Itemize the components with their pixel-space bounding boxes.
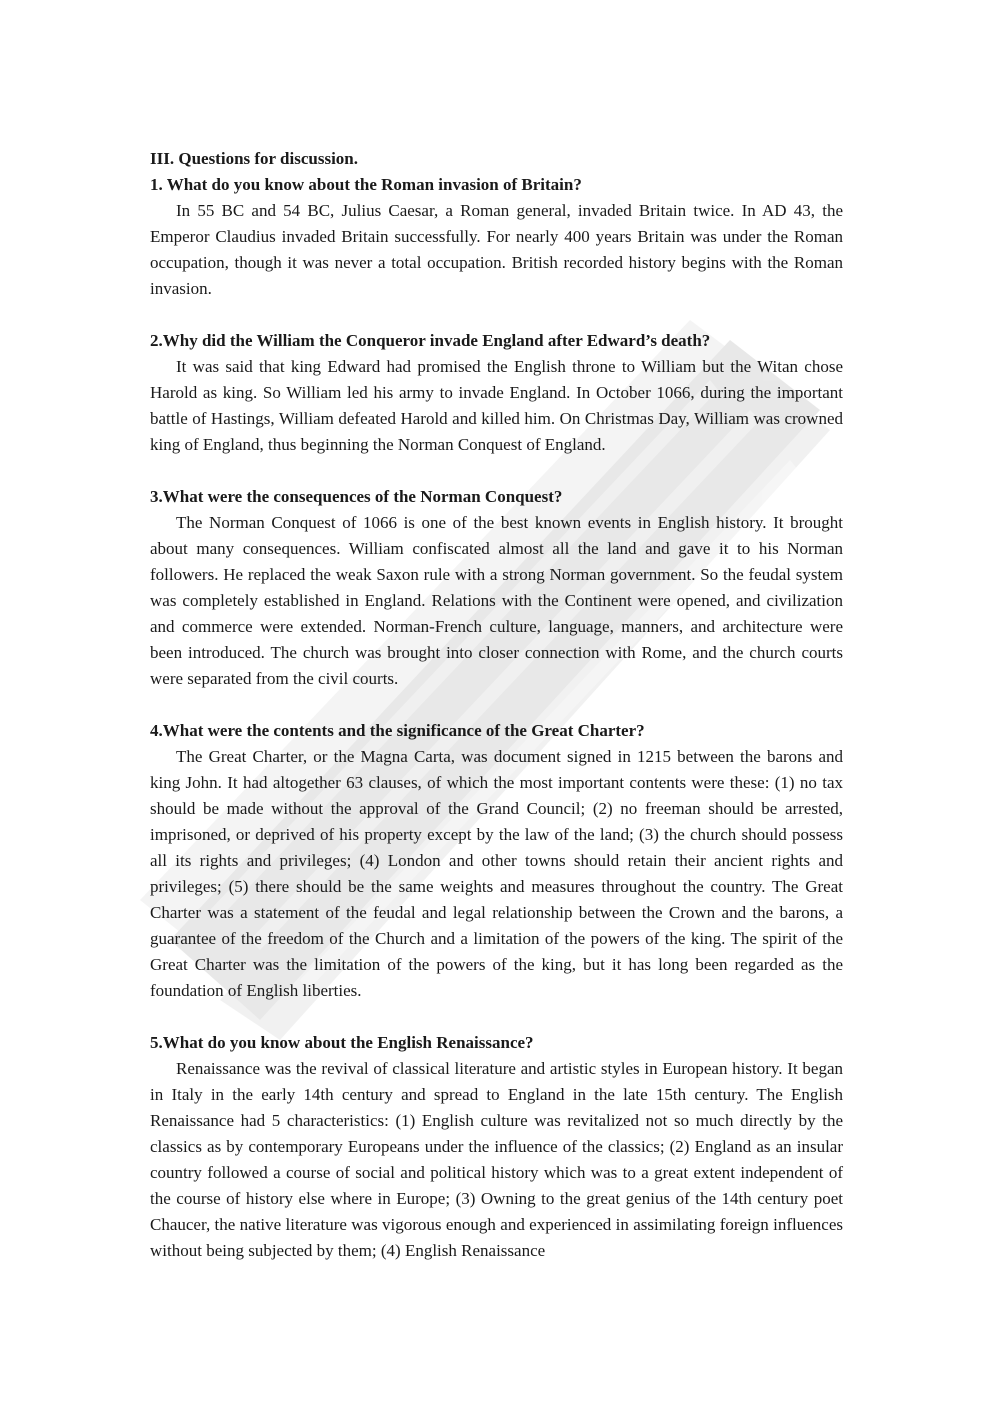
question-block-1 [150,172,843,302]
question-title: 4.What were the contents and the significance of the Great Charter? [150,721,645,740]
paragraph-gap [150,1004,843,1030]
question-block-4 [150,718,843,1004]
answer-paragraph: The Norman Conquest of 1066 is one of the best known events in English history. It brought about many consequences. William confiscated almost all the land and gave it to his Norman followers. He replaced the weak Saxon rule with a strong Norman government. So the feudal system was completely established in England. Relations with the Continent were opened, and civilization and commerce were extended. Norman-French culture, language, manners, and architecture were been introduced. The church was brought into closer connection with Rome, and the church courts were separated from the civil courts. [150,513,843,688]
question-title: 1. What do you know about the Roman invasion of Britain? [150,175,582,194]
question-title: 5.What do you know about the English Renaissance? [150,1033,534,1052]
question-title: 2.Why did the William the Conqueror invade England after Edward’s death? [150,331,711,350]
question-title: 3.What were the consequences of the Norman Conquest? [150,487,563,506]
question-block-3 [150,484,843,692]
question-block-2 [150,328,843,458]
answer-paragraph: The Great Charter, or the Magna Carta, was document signed in 1215 between the barons and king John. It had altogether 63 clauses, of which the most important contents were these: (1) no tax should be made without the approval of the Grand Council; (2) no freeman should be arrested, imprisoned, or deprived of his property except by the law of the land; (3) the church should possess all its rights and privileges; (4) London and other towns should retain their ancient rights and privileges; (5) there should be the same weights and measures throughout the country. The Great Charter was a statement of the feudal and legal relationship between the Crown and the barons, a guarantee of the freedom of the Church and a limitation of the powers of the king. The spirit of the Great Charter was the limitation of the powers of the king, but it has long been regarded as the foundation of English liberties. [150,747,843,1000]
paragraph-gap [150,458,843,484]
question-block-5 [150,1030,843,1264]
paragraph-gap [150,302,843,328]
answer-paragraph: In 55 BC and 54 BC, Julius Caesar, a Roman general, invaded Britain twice. In AD 43, the Emperor Claudius invaded Britain successfully. For nearly 400 years Britain was under the Roman occupation, though it was never a total occupation. British recorded history begins with the Roman invasion. [150,201,843,298]
discussion-content [150,146,843,1264]
answer-paragraph: It was said that king Edward had promised the English throne to William but the Witan chose Harold as king. So William led his army to invade England. In October 1066, during the important battle of Hastings, William defeated Harold and killed him. On Christmas Day, William was crowned king of England, thus beginning the Norman Conquest of England. [150,357,843,454]
paragraph-gap [150,692,843,718]
section-heading: III. Questions for discussion. [150,149,358,168]
answer-paragraph: Renaissance was the revival of classical literature and artistic styles in European history. It began in Italy in the early 14th century and spread to England in the late 15th century. The English Renaissance had 5 characteristics: (1) English culture was revitalized not so much directly by the classics as by contemporary Europeans under the influence of the classics; (2) England as an insular country followed a course of social and political history which was to a great extent independent of the course of history else where in Europe; (3) Owning to the great genius of the 14th century poet Chaucer, the native literature was vigorous enough and experienced in assimilating foreign influences without being subjected by them; (4) English Renaissance [150,1059,843,1260]
